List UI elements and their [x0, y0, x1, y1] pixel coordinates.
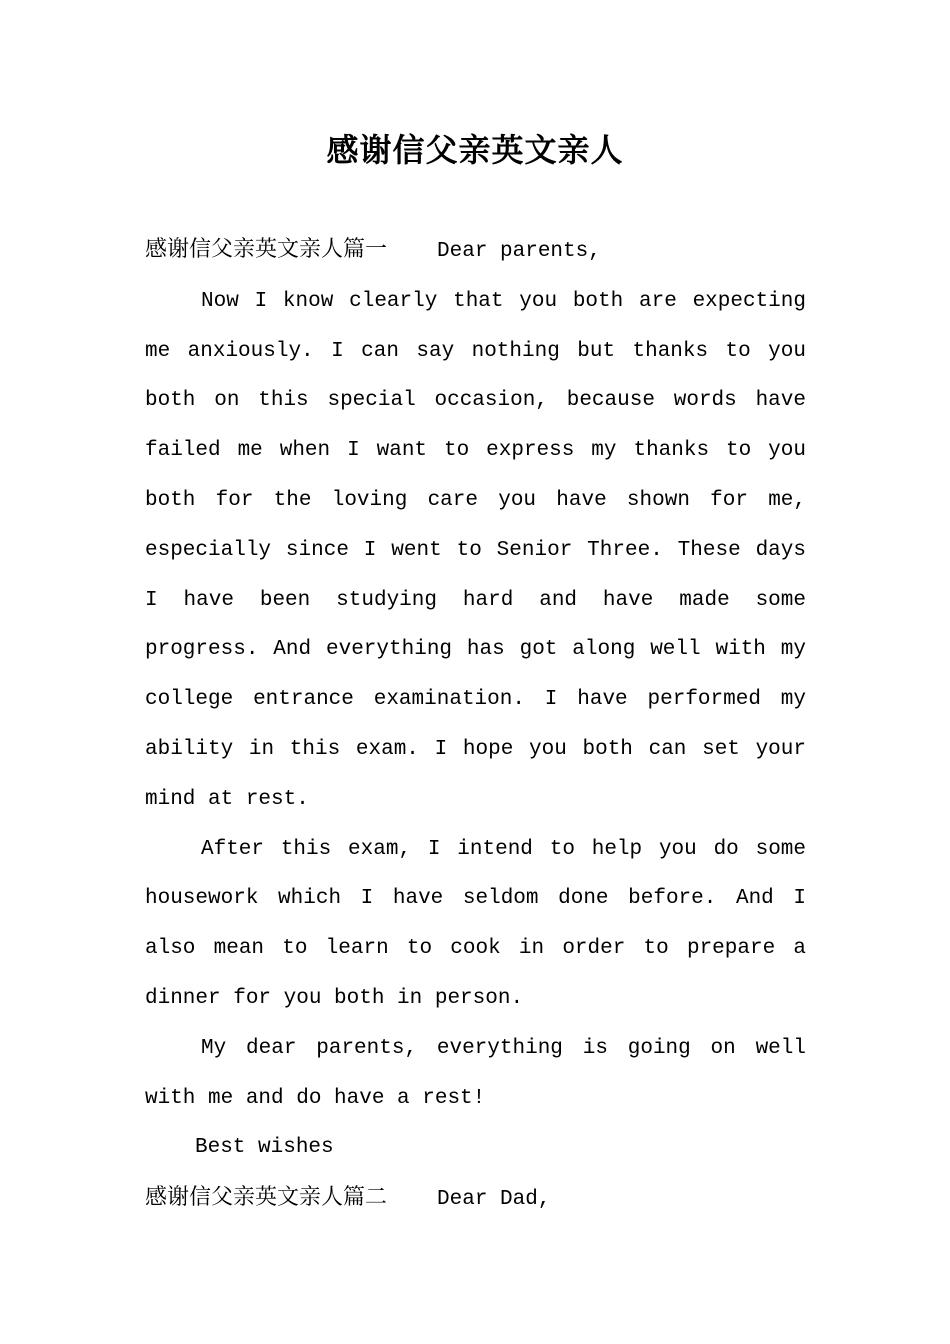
section1-heading-line — [145, 225, 806, 277]
section1-paragraph-2: After this exam, I intend to help you do some housework which I have seldom done before. And I also mean to learn to cook in order to prepare a dinner for you both in person. — [145, 837, 806, 1010]
section1-salutation: Dear parents, — [437, 240, 601, 263]
section1-paragraph-3: My dear parents, everything is going on well with me and do have a rest! — [145, 1036, 806, 1110]
document-body — [145, 225, 806, 1225]
document-title: 感谢信父亲英文亲人 — [326, 131, 624, 169]
section1-paragraph-1: Now I know clearly that you both are expecting me anxiously. I can say nothing but thanks to you both on this special occasion, because words have failed me when I want to express my thanks to you both for the loving care you have shown for me, especially since I went to Senior Three. These days I have been studying hard and have made some progress. And everything has got along well with my college entrance examination. I have performed my ability in this exam. I hope you both can set your mind at rest. — [145, 289, 806, 811]
section2-salutation: Dear Dad, — [437, 1188, 551, 1212]
section1-heading: 感谢信父亲英文亲人篇一 — [145, 237, 388, 262]
section2-heading: 感谢信父亲英文亲人篇二 — [145, 1185, 388, 1211]
section1-closing: Best wishes — [195, 1136, 334, 1160]
section2-heading-line — [145, 1173, 806, 1225]
